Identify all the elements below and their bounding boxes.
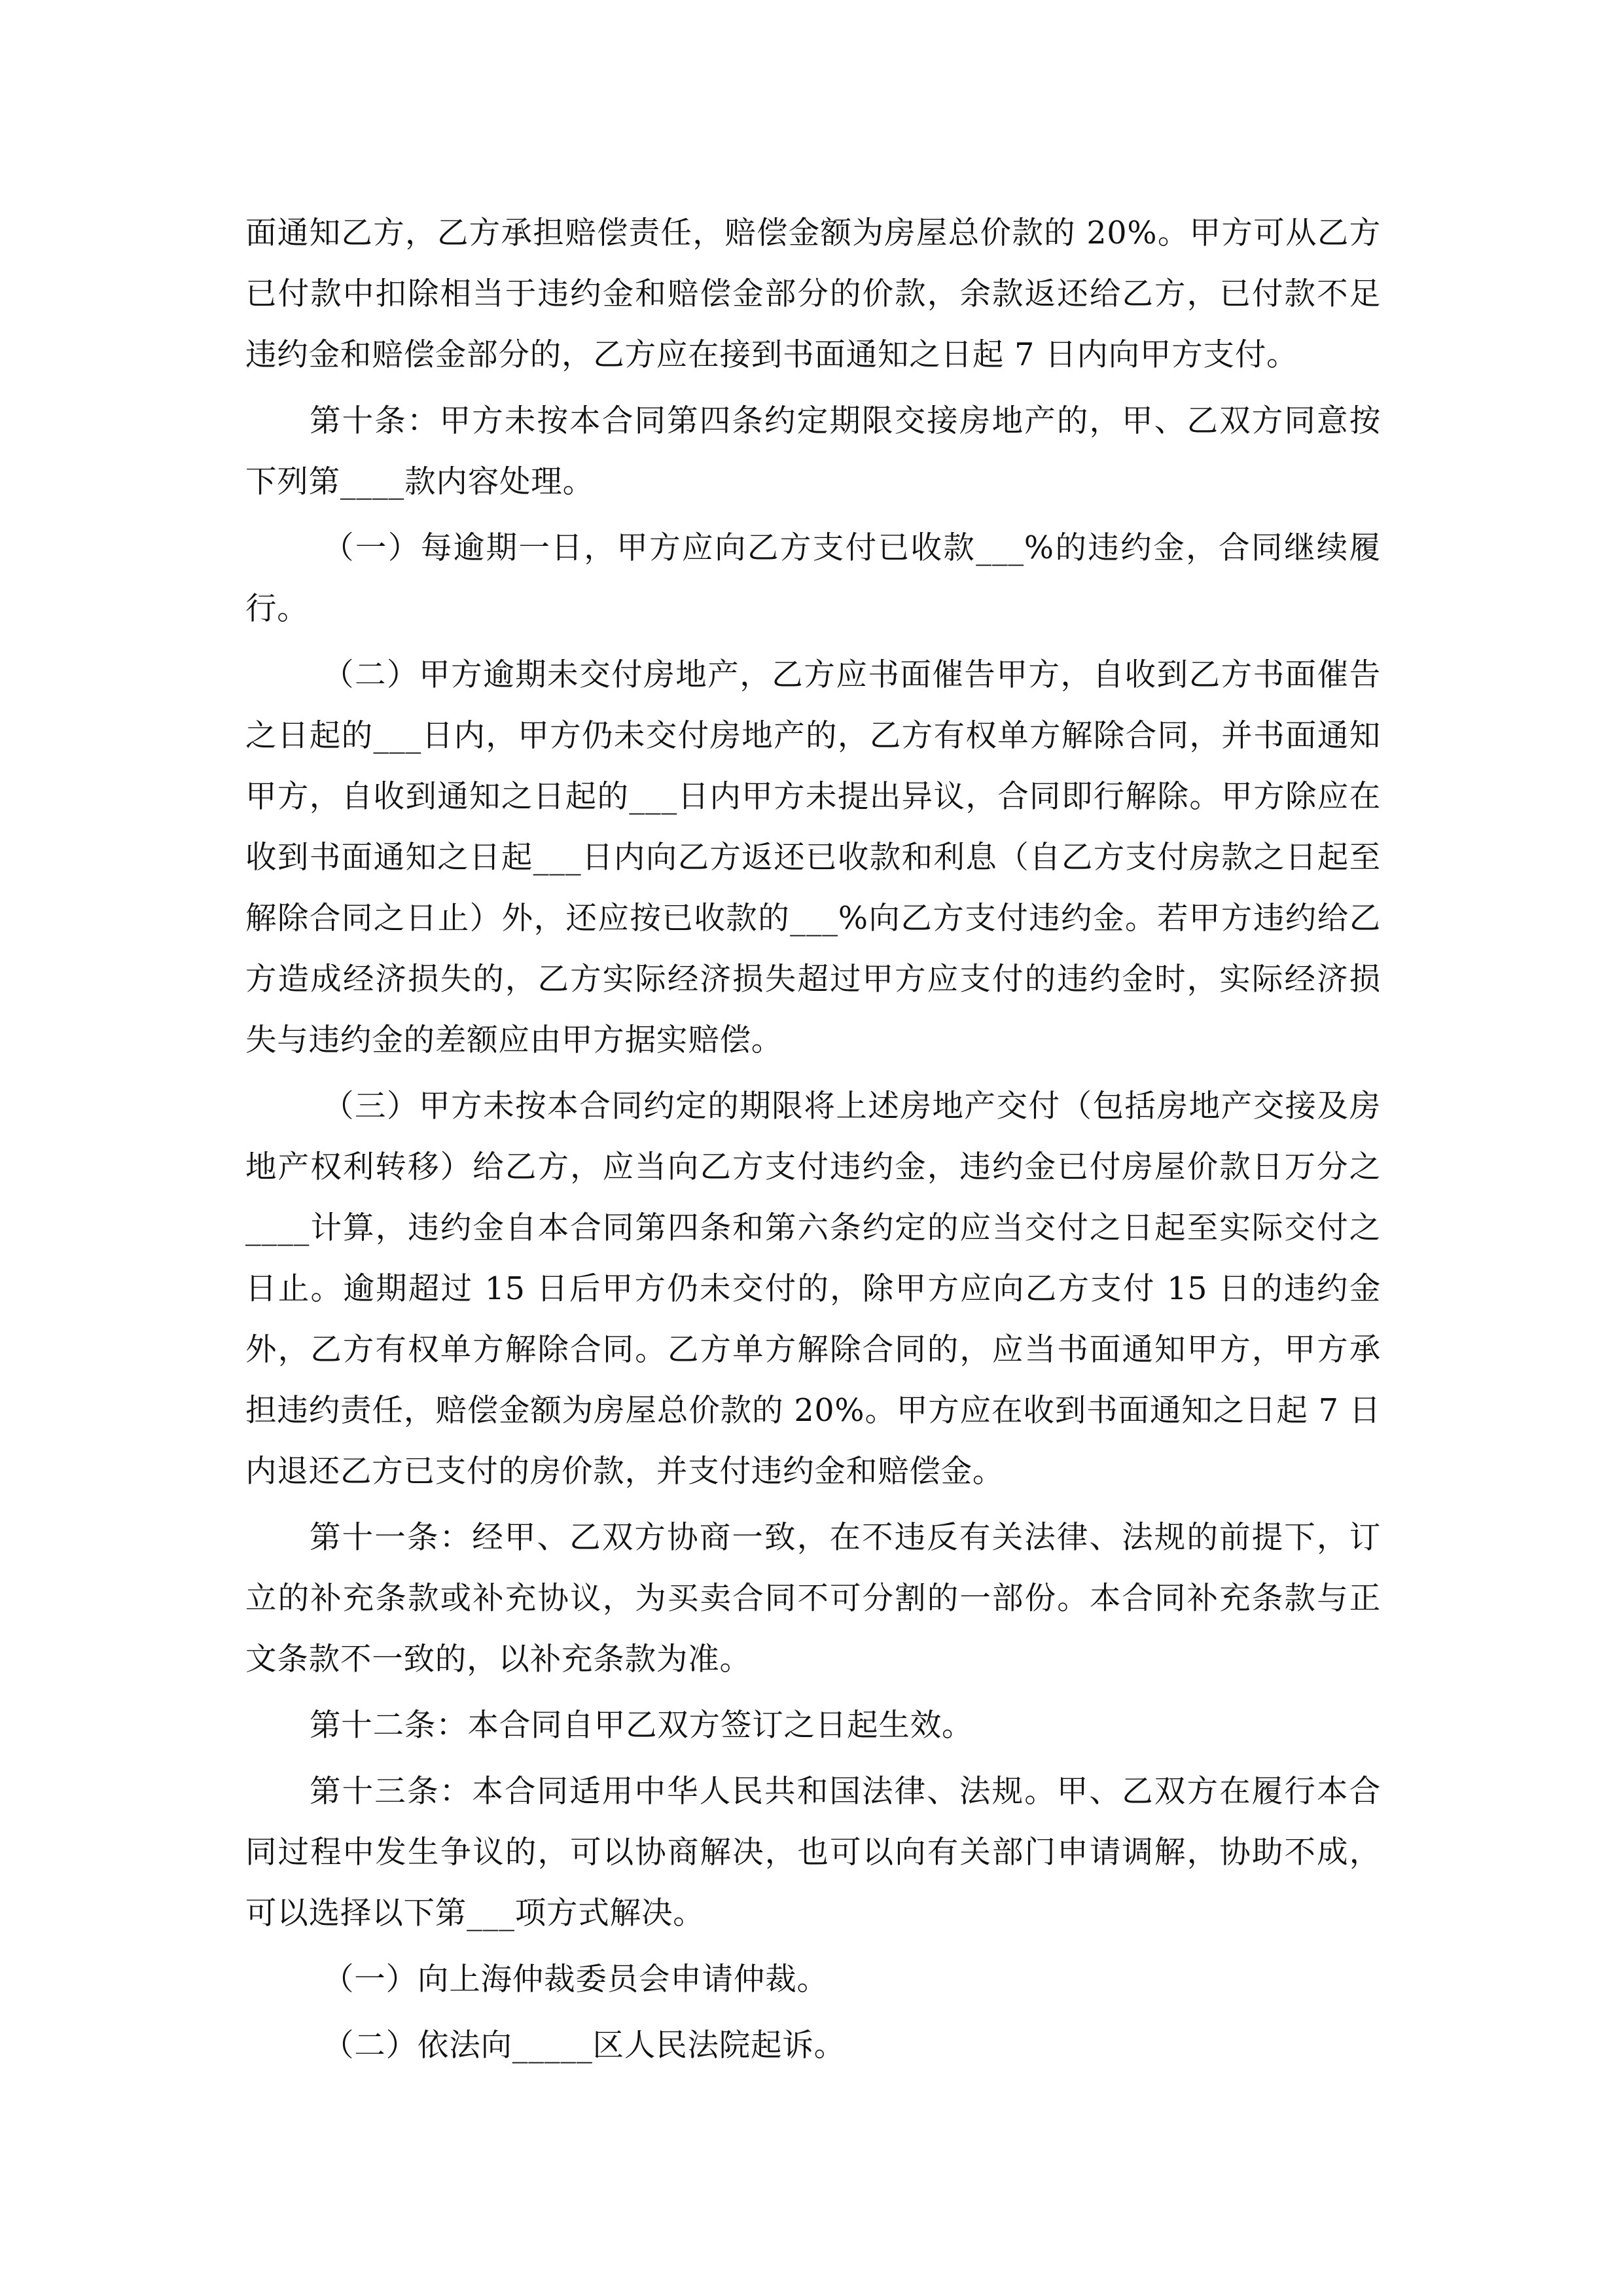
paragraph-article-10-item-2: （二）甲方逾期未交付房地产，乙方应书面催告甲方，自收到乙方书面催告之日起的___日内，甲方仍未交付房地产的，乙方有权单方解除合同，并书面通知甲方，自收到通知之日起的___日内甲方未提出异议，合同即行解除。甲方除应在收到书面通知之日起___日内向乙方返还已收款和利息（自乙方支付房款之日起至解除合同之日止）外，还应按已收款的___%向乙方支付违约金。若甲方违约给乙方造成经济损失的，乙方实际经济损失超过甲方应支付的违约金时，实际经济损失与违约金的差额应由甲方据实赔偿。 — [245, 657, 1381, 1058]
paragraph-article-13: 第十三条：本合同适用中华人民共和国法律、法规。甲、乙双方在履行本合同过程中发生争议的，可以协商解决，也可以向有关部门申请调解，协助不成，可以选择以下第___项方式解决。 — [245, 1774, 1381, 1931]
paragraph-article-13-item-1: （一）向上海仲裁委员会申请仲裁。 — [323, 1962, 829, 1998]
document-body — [245, 203, 1381, 2076]
paragraph-article-13-item-2: （二）依法向_____区人民法院起诉。 — [323, 2028, 846, 2064]
paragraph-compensation-continuation: 面通知乙方，乙方承担赔偿责任，赔偿金额为房屋总价款的 20%。甲方可从乙方已付款中扣除相当于违约金和赔偿金部分的价款，余款返还给乙方，已付款不足违约金和赔偿金部分的，乙方应在接到书面通知之日起 7 日内向甲方支付。 — [245, 215, 1381, 373]
paragraph-article-12: 第十二条：本合同自甲乙双方签订之日起生效。 — [310, 1708, 974, 1744]
paragraph-article-10: 第十条：甲方未按本合同第四条约定期限交接房地产的，甲、乙双方同意按下列第____款内容处理。 — [245, 403, 1381, 500]
paragraph-article-10-item-1: （一）每逾期一日，甲方应向乙方支付已收款___%的违约金，合同继续履行。 — [245, 530, 1381, 627]
paragraph-article-10-item-3: （三）甲方未按本合同约定的期限将上述房地产交付（包括房地产交接及房地产权利转移）给乙方，应当向乙方支付违约金，违约金已付房屋价款日万分之____计算，违约金自本合同第四条和第六条约定的应当交付之日起至实际交付之日止。逾期超过 15 日后甲方仍未交付的，除甲方应向乙方支付 15 日的违约金外，乙方有权单方解除合同。乙方单方解除合同的，应当书面通知甲方，甲方承担违约责任，赔偿金额为房屋总价款的 20%。甲方应在收到书面通知之日起 7 日内退还乙方已支付的房价款，并支付违约金和赔偿金。 — [245, 1088, 1381, 1490]
paragraph-article-11: 第十一条：经甲、乙双方协商一致，在不违反有关法律、法规的前提下，订立的补充条款或补充协议，为买卖合同不可分割的一部份。本合同补充条款与正文条款不一致的，以补充条款为准。 — [245, 1520, 1381, 1677]
